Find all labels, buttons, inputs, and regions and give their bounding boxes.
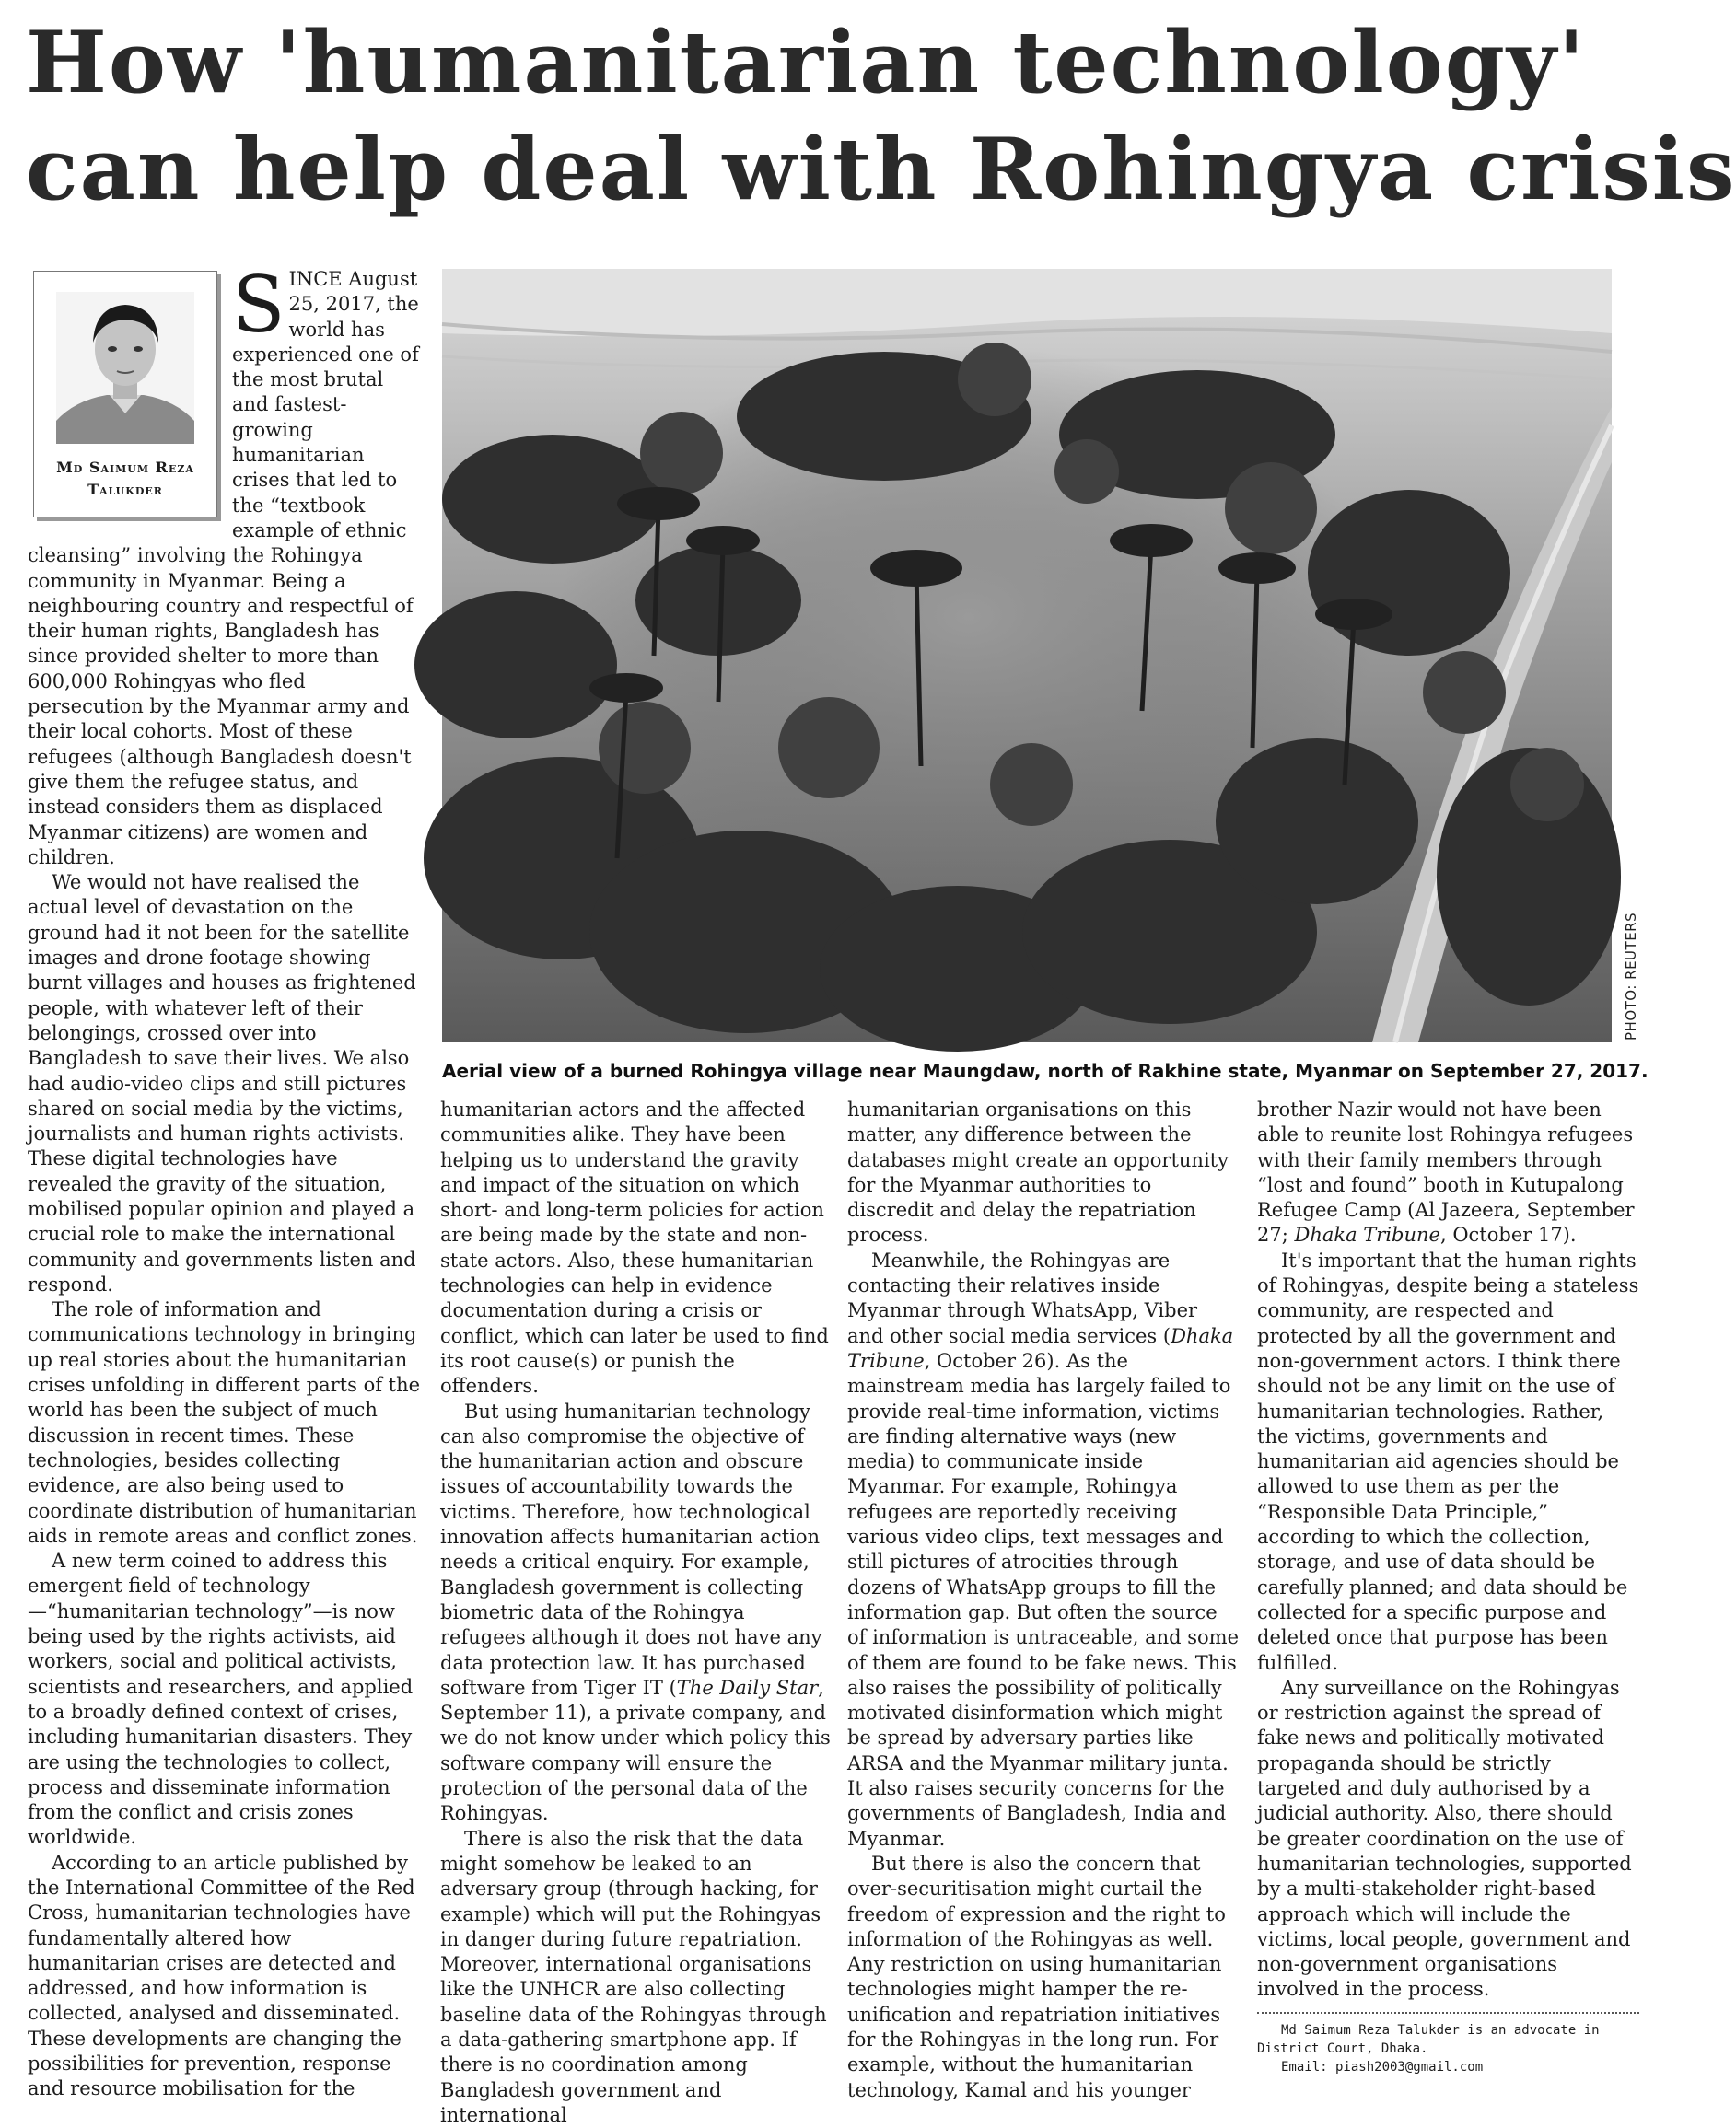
paragraph: INCE August 25, 2017, the world has experienced one of the most brutal and fastest-growing humanitarian crises that led to the “textbook example of ethnic cleansing” involving the Rohingya community in Myanmar. Being a neighbouring country and respectful of their human rights, Bangladesh has since provided shelter to more than 600,000 Rohingyas who fled persecution by the Myanmar army and their local cohorts. Most of these refugees (although Bangladesh doesn't give them the refugee status, and instead considers them as displaced Myanmar citizens) are women and children. [28,268,419,868]
paragraph: There is also the risk that the data might somehow be leaked to an adversary group (through hacking, for example) which will put the Rohingyas in danger during future repatriation. Moreover, international organisations like the UNHCR are also collecting baseline data of the Rohingyas through a data-gathering smartphone app. If there is no coordination among Bangladesh government and international [440,1827,827,2126]
author-bio: Md Saimum Reza Talukder is an advocate in District Court, Dhaka. [1257,2022,1600,2056]
headline [26,9,1736,223]
column-1 [28,260,424,2100]
column-2 [440,1098,832,2126]
paragraph: According to an article published by the International Committee of the Red Cross, humanitarian technologies have fundamentally altered how humanitarian crises are detected and addressed, and how information is collected, analysed and disseminated. These developments are changing the possibilities for prevention, response and resource mobilisation for the [28,1851,415,2100]
paragraph: A new term coined to address this emergent field of technology—“humanitarian technology”—is now being used by the rights activists, aid workers, social and political activists, scientists and researchers, and applied to a broadly defined context of crises, including humanitarian disasters. They are using the technologies to collect, process and disseminate information from the conflict and crisis zones worldwide. [28,1550,414,1849]
source-citation: Dhaka Tribune [1294,1224,1440,1247]
author-email: Email: piash2003@gmail.com [1281,2059,1484,2075]
author-name: Md Saimum Reza Talukder [56,459,194,498]
paragraph: humanitarian organisations on this matter, any difference between the databases might create an opportunity for the Myanmar authorities to discredit and delay the repatriation process. [847,1099,1229,1247]
paragraph: brother Nazir would not have been able to reunite lost Rohingya refugees with their family members through “lost and found” booth in Kutupalong Refugee Camp (Al Jazeera, September 27; Dhaka Tribune, October 17). [1257,1099,1635,1247]
paragraph: It's important that the human rights of Rohingyas, despite being a stateless community, are respected and protected by all the government and non-government actors. I think there should not be any limit on the use of humanitarian technologies. Rather, the victims, governments and humanitarian aid agencies should be allowed to use them as per the “Responsible Data Principle,” according to which the collection, storage, and use of data should be carefully planned; and data should be collected for a specific purpose and deleted once that purpose has been fulfilled. [1257,1249,1639,1674]
aerial-photo-image [442,269,1612,1042]
headline-line-2: can help deal with Rohingya crisis [26,119,1736,219]
source-citation: The Daily Star [676,1676,819,1699]
paragraph: humanitarian actors and the affected communities alike. They have been helping us to understand the gravity and impact of the situation on which short- and long-term policies for action are being made by the state and non-state actors. Also, these humanitarian technologies can help in evidence documentation during a crisis or conflict, which can later be used to find its root cause(s) or punish the offenders. [440,1099,829,1398]
drop-cap: S [232,260,285,350]
paragraph: We would not have realised the actual level of devastation on the ground had it not been for the satellite images and drone footage showing burnt villages and houses as frightened people, with whatever left of their belongings, crossed over into Bangladesh to save their lives. We also had audio-video clips and still pictures shared on social media by the victims, journalists and human rights activists. These digital technologies have revealed the gravity of the situation, mobilised popular opinion and played a crucial role to make the international community and governments listen and respond. [28,871,416,1296]
aerial-photo [442,269,1612,1042]
column-4 [1257,1098,1639,2075]
paragraph: The role of information and communications technology in bringing up real stories about the humanitarian crises unfolding in different parts of the world has been the subject of much discussion in recent times. These technologies, besides collecting evidence, are also being used to coordinate distribution of humanitarian aids in remote areas and conflict zones. [28,1298,421,1547]
source-citation: Dhaka Tribune [847,1324,1234,1372]
paragraph: Meanwhile, the Rohingyas are contacting their relatives inside Myanmar through WhatsApp, Viber and other social media services (Dhaka Tribune, October 26). As the mainstream media has largely failed to provide real-time information, victims are finding alternative ways (new media) to communicate inside Myanmar. For example, Rohingya refugees are reportedly receiving various video clips, text messages and still pictures of atrocities through dozens of WhatsApp groups to fill the information gap. But often the source of information is untraceable, and some of them are found to be fake news. This also raises the possibility of politically motivated disinformation which might be spread by adversary parties like ARSA and the Myanmar military junta. It also raises security concerns for the governments of Bangladesh, India and Myanmar. [847,1249,1240,1850]
headline-line-1: How 'humanitarian technology' [26,12,1587,112]
divider [1257,2012,1639,2014]
paragraph: Any surveillance on the Rohingyas or restriction against the spread of fake news and politically motivated propaganda should be strictly targeted and duly authorised by a judicial authority. Also, there should be greater coordination on the use of humanitarian technologies, supported by a multi-stakeholder right-based approach which will include the victims, local people, government and non-government organisations involved in the process. [1257,1676,1632,2001]
paragraph: But there is also the concern that over-securitisation might curtail the freedom of expression and the right to information of the Rohingyas as well. Any restriction on using humanitarian technologies might hamper the re-unification and repatriation initiatives for the Rohingyas in the long run. For example, without the humanitarian technology, Kamal and his younger [847,1852,1226,2101]
column-3 [847,1098,1240,2101]
photo-credit: PHOTO: REUTERS [1623,912,1639,1041]
author-box [33,271,217,517]
paragraph: But using humanitarian technology can also compromise the objective of the humanitarian action and obscure issues of accountability towards the victims. Therefore, how technological innovation affects humanitarian action needs a critical enquiry. For example, Bangladesh government is collecting biometric data of the Rohingya refugees although it does not have any data protection law. It has purchased software from Tiger IT (The Daily Star, September 11), a private company, and we do not know under which policy this software company will ensure the protection of the personal data of the Rohingyas. [440,1400,831,1825]
author-photo [56,292,194,444]
photo-caption: Aerial view of a burned Rohingya village near Maungdaw, north of Rakhine state, Myanmar on September 27, 2017. [442,1060,1649,1082]
